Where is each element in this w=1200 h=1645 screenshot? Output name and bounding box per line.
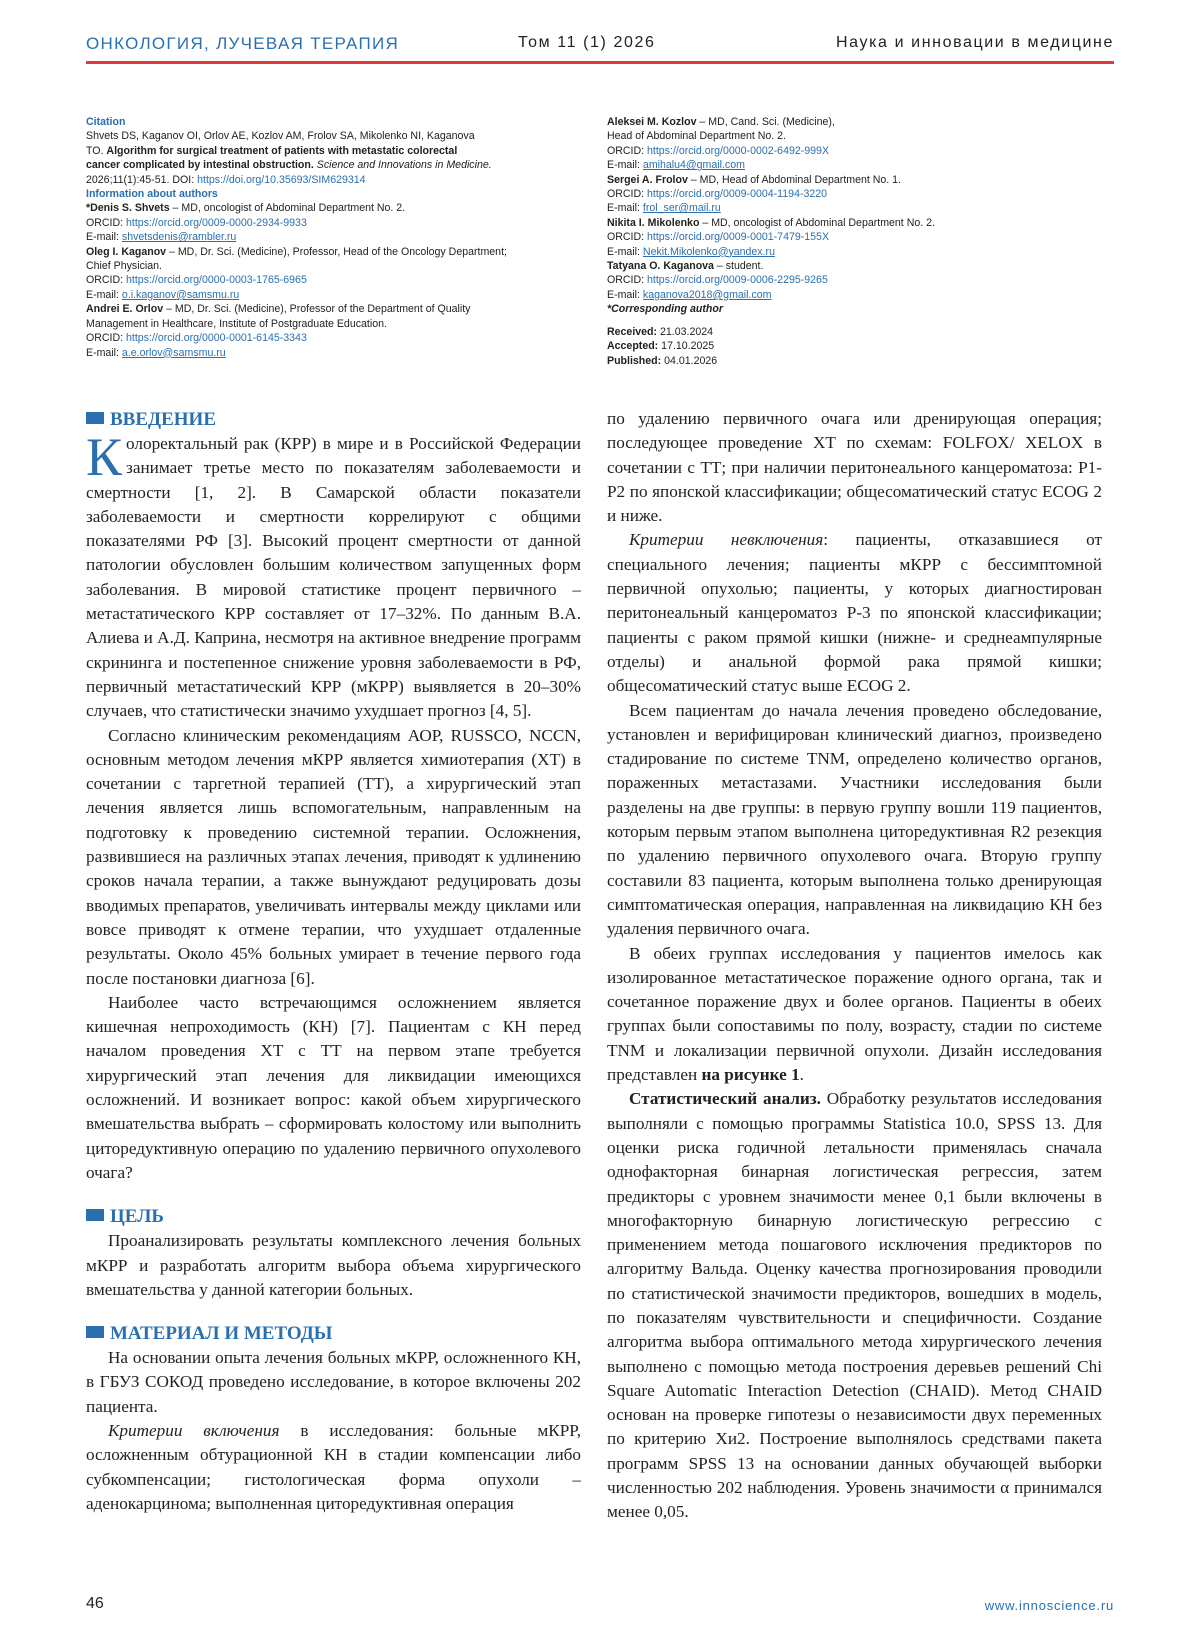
accepted-date: Accepted: 17.10.2025 <box>607 340 715 353</box>
author-entry-cont: Chief Physician. <box>86 260 162 273</box>
email-link[interactable]: amihalu4@gmail.com <box>642 159 745 172</box>
author-entry: Oleg I. Kaganov – MD, Dr. Sci. (Medicine), Professor, Head of the Oncology Department; <box>86 245 507 258</box>
paragraph: На основании опыта лечения больных мКРР, осложненного КН, в ГБУЗ СОКОД проведено исследование, в которое включены 202 пациента. <box>86 1348 581 1416</box>
figure-reference[interactable]: на рисунке 1 <box>701 1065 800 1085</box>
author-entry: Tatyana O. Kaganova – student. <box>607 260 764 273</box>
section-heading-methods: МАТЕРИАЛ И МЕТОДЫ <box>86 1322 581 1346</box>
running-header <box>86 30 1114 56</box>
orcid-link[interactable]: https://orcid.org/0009-0001-7479-155X <box>647 231 830 244</box>
drop-cap: К <box>86 427 123 487</box>
orcid-link[interactable]: https://orcid.org/0000-0002-6492-999X <box>647 144 830 157</box>
author-entry: Aleksei M. Kozlov – MD, Cand. Sci. (Medicine), <box>607 116 835 128</box>
author-entry: Nikita I. Mikolenko – MD, oncologist of Abdominal Department No. 2. <box>607 216 935 229</box>
paragraph: Колоректальный рак (КРР) в мире и в Российской Федерации занимает третье место по показателям заболеваемости и смертности [1, 2]. В Самарской области показатели заболеваемости и смертности коррелируют с общими показателями РФ [3]. Высокий процент смертности от данной патологии обусловлен большим количеством запущенных форм заболевания. В мировой статистике процент первичного – метастатического КРР составляет от 17–32%. По данным В.А. Алиева и А.Д. Каприна, несмотря на активное внедрение программ скрининга и постепенное снижение уровня заболеваемости в РФ, первичный метастатический КРР (мКРР) выявляется в 20–30% случаев, что статистически значимо ухудшает прогноз [4, 5]. <box>86 427 581 721</box>
citation-doi-line: 2026;11(1):45-51. DOI: https://doi.org/10.35693/SIM629314 <box>86 173 366 186</box>
email-link[interactable]: kaganova2018@gmail.com <box>642 288 772 301</box>
author-orcid: ORCID: https://orcid.org/0000-0002-6492-999X <box>607 144 830 157</box>
author-email: E-mail: Nekit.Mikolenko@yandex.ru <box>607 245 775 258</box>
journal-name: Наука и инновации в медицине <box>836 34 1114 51</box>
author-orcid: ORCID: https://orcid.org/0009-0001-7479-155X <box>607 231 830 244</box>
author-entry: *Denis S. Shvets – MD, oncologist of Abdominal Department No. 2. <box>86 202 406 215</box>
author-email: E-mail: kaganova2018@gmail.com <box>607 288 772 301</box>
paragraph: В обеих группах исследования у пациентов имелось как изолированное метастатическое поражение одного органа, так и сочетанное поражение двух и более органов. Пациенты в обеих группах были сопоставимы по полу, возрасту, стадии по системе TNM и локализации первичной опухоли. Дизайн исследования представлен на рисунке 1. <box>607 943 1102 1085</box>
author-entry: Andrei E. Orlov – MD, Dr. Sci. (Medicine), Professor of the Department of Quality <box>86 303 471 316</box>
header-rule <box>86 61 1114 64</box>
paragraph: Критерии включения в исследования: больные мКРР, осложненным обтурационной КН в стадии компенсации либо субкомпенсации; гистологическая форма опухоли – аденокарцинома; выполненная циторедуктивная операция <box>86 1420 581 1513</box>
section-marker-icon <box>86 1326 104 1338</box>
citation-text-2: cancer complicated by intestinal obstruction. Science and Innovations in Medicine. <box>86 159 492 172</box>
journal-section: ОНКОЛОГИЯ, ЛУЧЕВАЯ ТЕРАПИЯ <box>86 34 400 53</box>
author-orcid: ORCID: https://orcid.org/0009-0006-2295-9265 <box>607 274 828 287</box>
author-orcid: ORCID: https://orcid.org/0009-0000-2934-9933 <box>86 216 307 229</box>
orcid-link[interactable]: https://orcid.org/0009-0004-1194-3220 <box>647 188 828 201</box>
citation-block <box>86 115 556 360</box>
paragraph: Критерии невключения: пациенты, отказавшиеся от специального лечения; пациенты мКРР с бессимптомной первичной опухолью; пациенты, у которых диагностирован перитонеальный канцероматоз Р-3 по японской классификации; пациенты с раком прямой кишки (нижне- и среднеампулярные отделы) и анальной формой рака прямой кишки; общесоматический статус выше ECOG 2. <box>607 530 1103 696</box>
corresponding-note: *Corresponding author <box>607 303 723 316</box>
paragraph: Согласно клиническим рекомендациям АОР, RUSSCO, NCCN, основным методом лечения мКРР является химиотерапия (ХТ) в сочетании с таргетной терапией (ТТ), а хирургический этап лечения является лишь вспомогательным, направленным на подготовку к проведению системной терапии. Осложнения, развившиеся на различных этапах лечения, приводят к удлинению сроков начала терапии, а также вынуждают редуцировать дозы вводимых препаратов, увеличивать интервалы между циклами или вовсе приводят к отмене терапии, что ухудшает отдаленные результаты. Около 45% больных умирает в течение первого года после постановки диагноза [6]. <box>86 725 581 988</box>
author-orcid: ORCID: https://orcid.org/0000-0003-1765-6965 <box>86 274 307 287</box>
citation-authors: Shvets DS, Kaganov OI, Orlov AE, Kozlov AM, Frolov SA, Mikolenko NI, Kaganova <box>86 130 475 143</box>
orcid-link[interactable]: https://orcid.org/0000-0001-6145-3343 <box>126 332 307 345</box>
paragraph: Проанализировать результаты комплексного лечения больных мКРР и разработать алгоритм выбора объема хирургического вмешательства у данной категории больных. <box>86 1231 581 1299</box>
doi-link[interactable]: https://doi.org/10.35693/SIM629314 <box>197 173 366 186</box>
section-heading-aim: ЦЕЛЬ <box>86 1205 581 1229</box>
author-orcid: ORCID: https://orcid.org/0009-0004-1194-3220 <box>607 188 828 201</box>
author-entry: Sergei A. Frolov – MD, Head of Abdominal Department No. 1. <box>607 173 902 186</box>
authors-block-right <box>607 115 1067 368</box>
author-email: E-mail: frol_ser@mail.ru <box>607 202 721 215</box>
published-date: Published: 04.01.2026 <box>607 354 718 367</box>
author-email: E-mail: o.i.kaganov@samsmu.ru <box>86 288 240 301</box>
section-heading-intro: ВВЕДЕНИЕ <box>86 408 581 432</box>
paragraph: Наиболее часто встречающимся осложнением является кишечная непроходимость (КН) [7]. Пациентам с КН перед началом проведения ХТ с ТТ на первом этапе требуется хирургический этап лечения для ликвидации имеющихся осложнений. И возникает вопрос: какой объем хирургического вмешательства выбрать – сформировать колостому или выполнить циторедуктивную операцию по удалению первичного опухолевого очага? <box>86 992 581 1182</box>
email-link[interactable]: o.i.kaganov@samsmu.ru <box>121 288 240 301</box>
email-link[interactable]: Nekit.Mikolenko@yandex.ru <box>642 245 775 258</box>
email-link[interactable]: a.e.orlov@samsmu.ru <box>121 346 226 359</box>
author-email: E-mail: a.e.orlov@samsmu.ru <box>86 346 226 359</box>
section-marker-icon <box>86 1209 104 1221</box>
author-entry-cont: Management in Healthcare, Institute of Postgraduate Education. <box>86 317 387 330</box>
body-column-left <box>86 408 581 1516</box>
body-column-right <box>607 407 1102 1525</box>
section-marker-icon <box>86 412 104 424</box>
email-link[interactable]: shvetsdenis@rambler.ru <box>121 231 237 244</box>
site-link[interactable]: www.innoscience.ru <box>984 1598 1114 1613</box>
author-email: E-mail: shvetsdenis@rambler.ru <box>86 231 237 244</box>
author-email: E-mail: amihalu4@gmail.com <box>607 159 745 172</box>
orcid-link[interactable]: https://orcid.org/0000-0003-1765-6965 <box>126 274 307 287</box>
page-number: 46 <box>86 1595 104 1612</box>
paragraph: Всем пациентам до начала лечения проведено обследование, установлен и верифицирован клинический диагноз, произведено стадирование по системе TNM, определено количество органов, пораженных метастазами. Участники исследования были разделены на две группы: в первую группу вошли 119 пациентов, которым первым этапом выполнена циторедуктивная R2 резекция по удалению первичного опухолевого очага. Вторую группу составили 83 пациента, которым выполнена только дренирующая симптоматическая операция, направленная на ликвидацию КН без удаления первичного очага. <box>607 700 1102 939</box>
volume-label: Том 11 (1) 2026 <box>518 34 656 51</box>
email-link[interactable]: frol_ser@mail.ru <box>642 202 721 215</box>
received-date: Received: 21.03.2024 <box>607 325 714 338</box>
orcid-link[interactable]: https://orcid.org/0009-0006-2295-9265 <box>647 274 828 287</box>
citation-heading: Citation <box>86 116 126 128</box>
orcid-link[interactable]: https://orcid.org/0009-0000-2934-9933 <box>126 216 307 229</box>
paragraph: Статистический анализ. Обработку результатов исследования выполняли с помощью программы Statistica 10.0, SPSS 13. Для оценки риска годичной летальности применялась сначала однофакторная бинарная логистическая регрессия, затем предикторы с уровнем значимости менее 0,1 были включены в многофакторную бинарную логистическую регрессию с применением метода пошагового исключения предикторов по алгоритму Вальда. Оценку качества прогнозирования проводили по статистической значимости предикторов, вошедших в модель, по показателям чувствительности и специфичности. Создание алгоритма выбора оптимального метода хирургического лечения выполнено с помощью метода построения деревьев решений Chi Square Automatic Interaction Detection (CHAID). Метод CHAID основан на проверке гипотезы о независимости двух переменных по критерию Хи2. Построение выполнялось средствами пакета программ SPSS 13 на основании данных обучающей выборки численностью 202 наблюдения. Уровень значимости α принимался менее 0,05. <box>607 1089 1102 1522</box>
authors-heading: Information about authors <box>86 188 218 201</box>
paragraph: по удалению первичного очага или дренирующая операция; последующее проведение ХТ по схемам: FOLFOX/ XELOX в сочетании с ТТ; при наличии перитонеального канцероматоза: P1-P2 по японской классификации; общесоматический статус ECOG 2 и ниже. <box>607 409 1102 526</box>
citation-text: TO. Algorithm for surgical treatment of patients with metastatic colorectal <box>86 144 458 157</box>
author-orcid: ORCID: https://orcid.org/0000-0001-6145-3343 <box>86 332 307 345</box>
author-entry-cont: Head of Abdominal Department No. 2. <box>607 130 787 143</box>
